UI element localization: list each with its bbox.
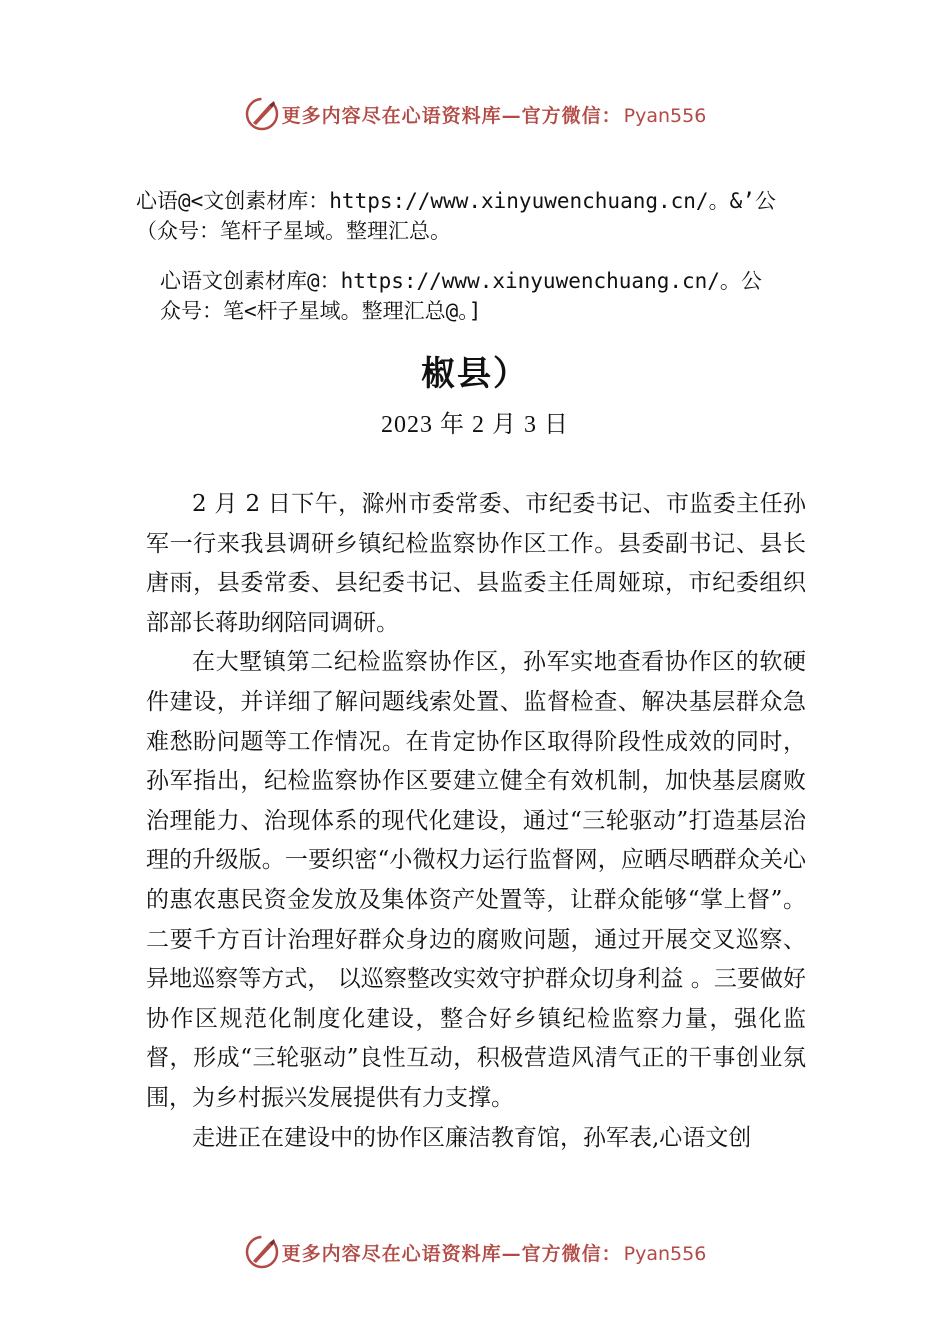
paragraph: 走进正在建设中的协作区廉洁教育馆，孙军表,心语文创 bbox=[192, 1124, 752, 1151]
footer-banner bbox=[0, 1232, 950, 1272]
watermark-block-1 bbox=[136, 186, 776, 246]
paragraph: 在大墅镇第二纪检监察协作区，孙军实地查看协作区的软硬件建设，并详细了解问题线索处置、监督检查、解决基层群众急难愁盼问题等工作情况。在肯定协作区取得阶段性成效的同时，孙军指出，纪检监察协作区要建立健全有效机制，加快基层腐败治理能力、治现体系的现代化建设，通过“三轮驱动”打造基层治理的升级版。一要织密“小微权力运行监督网，应晒尽晒群众关心的惠农惠民资金发放及集体资产处置等，让群众能够“掌上督”。二要千方百计治理好群众身边的腐败问题，通过开展交叉巡察、异地巡察等方式， 以巡察整改实效守护群众切身利益 。三要做好协作区规范化制度化建设，整合好乡镇纪检监察力量，强化监督，形成“三轮驱动”良性互动，积极营造风清气正的干事创业氛围，为乡村振兴发展提供有力支撑。 bbox=[146, 649, 806, 1111]
watermark-block-2 bbox=[160, 266, 762, 326]
quill-pen-logo-icon bbox=[244, 1234, 280, 1270]
quill-pen-logo-icon bbox=[244, 96, 280, 132]
banner-handle: Pyan556 bbox=[623, 104, 707, 127]
watermark-line: 心语@<文创素材库：https://www.xinyuwenchuang.cn/。&’公 bbox=[136, 189, 776, 213]
watermark-line: 众号：笔<杆子星域。整理汇总@。] bbox=[160, 299, 482, 323]
header-banner bbox=[0, 94, 950, 134]
banner-text: 更多内容尽在心语资料库—官方微信： Pyan556 bbox=[281, 104, 707, 127]
watermark-line: 心语文创素材库@：https://www.xinyuwenchuang.cn/。公 bbox=[160, 269, 762, 293]
watermark-line: （众号：笔杆子星域。整理汇总。 bbox=[136, 219, 451, 243]
banner-handle: Pyan556 bbox=[623, 1242, 707, 1265]
document-title: 椒县） bbox=[421, 354, 529, 394]
document-body bbox=[146, 485, 806, 1158]
document-date: 2023 年 2 月 3 日 bbox=[381, 412, 569, 438]
banner-text: 更多内容尽在心语资料库—官方微信： Pyan556 bbox=[281, 1242, 707, 1265]
paragraph: 2 月 2 日下午，滁州市委常委、市纪委书记、市监委主任孙军一行来我县调研乡镇纪检监察协作区工作。县委副书记、县长唐雨，县委常委、县纪委书记、县监委主任周娅琼，市纪委组织部部长蒋助纲陪同调研。 bbox=[146, 491, 806, 636]
